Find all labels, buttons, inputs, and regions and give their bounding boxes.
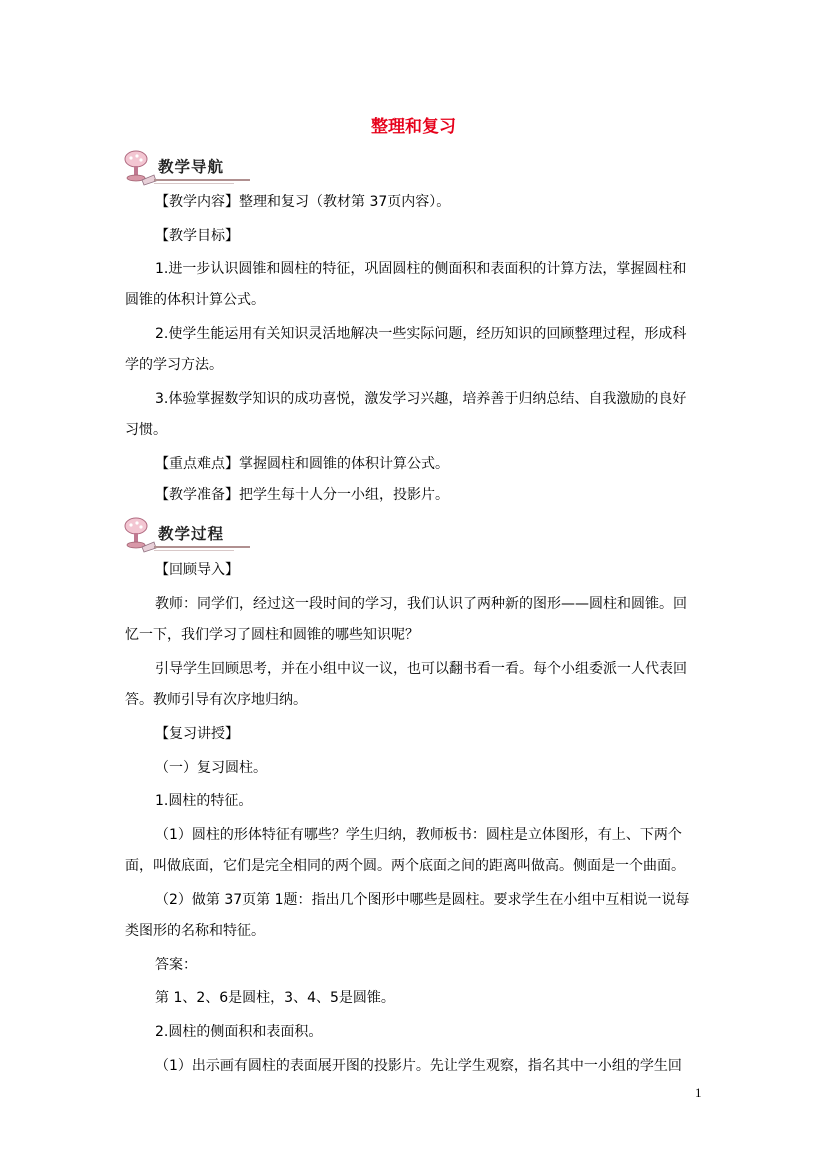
- page-number: 1: [695, 1085, 702, 1100]
- text-line: 1.进一步认识圆锥和圆柱的特征，巩固圆柱的侧面积和表面积的计算方法，掌握圆柱和: [155, 261, 687, 277]
- banner-underline-thin: [154, 183, 234, 184]
- text-line: 答案：: [155, 957, 197, 973]
- banner-label: 教学导航: [158, 158, 225, 176]
- text-line: 忆一下，我们学习了圆柱和圆锥的哪些知识呢？: [125, 627, 419, 643]
- banner-label: 教学过程: [158, 525, 225, 543]
- lamp-book-icon: [118, 515, 158, 555]
- text-line: 答。教师引导有次序地归纳。: [125, 692, 307, 708]
- text-line: （一）复习圆柱。: [155, 760, 267, 776]
- section-banner-teaching-nav: [118, 148, 252, 188]
- text-line: 习惯。: [125, 422, 167, 438]
- lamp-book-icon: [118, 148, 158, 188]
- text-line: 【教学准备】把学生每十人分一小组，投影片。: [155, 487, 449, 503]
- text-line: 面，叫做底面，它们是完全相同的两个圆。两个底面之间的距离叫做高。侧面是一个曲面。: [125, 858, 685, 874]
- text-line: 2.使学生能运用有关知识灵活地解决一些实际问题，经历知识的回顾整理过程，形成科: [155, 326, 687, 342]
- text-line: 圆锥的体积计算公式。: [125, 292, 265, 308]
- text-line: 教师：同学们，经过这一段时间的学习，我们认识了两种新的图形——圆柱和圆锥。回: [155, 596, 687, 612]
- banner-underline: [154, 546, 250, 548]
- text-line: 第 1、2、6是圆柱，3、4、5是圆锥。: [155, 990, 395, 1006]
- text-line: 3.体验掌握数学知识的成功喜悦，激发学习兴趣，培养善于归纳总结、自我激励的良好: [155, 391, 687, 407]
- text-line: 引导学生回顾思考，并在小组中议一议，也可以翻书看一看。每个小组委派一人代表回: [155, 661, 687, 677]
- banner-underline-thin: [154, 550, 234, 551]
- text-line: 【教学目标】: [155, 228, 239, 244]
- text-line: 1.圆柱的特征。: [155, 793, 253, 809]
- text-line: 【重点难点】掌握圆柱和圆锥的体积计算公式。: [155, 456, 449, 472]
- text-line: 2.圆柱的侧面积和表面积。: [155, 1024, 323, 1040]
- text-line: （2）做第 37页第 1题：指出几个图形中哪些是圆柱。要求学生在小组中互相说一说每: [155, 892, 690, 908]
- text-line: 【教学内容】整理和复习（教材第 37页内容）。: [155, 194, 451, 210]
- text-line: （1）出示画有圆柱的表面展开图的投影片。先让学生观察，指名其中一小组的学生回: [155, 1058, 682, 1074]
- text-line: （1）圆柱的形体特征有哪些？学生归纳，教师板书：圆柱是立体图形，有上、下两个: [155, 827, 682, 843]
- text-line: 学的学习方法。: [125, 357, 223, 373]
- section-banner-teaching-process: [118, 515, 252, 555]
- page-title: 整理和复习: [371, 117, 456, 137]
- text-line: 类图形的名称和特征。: [125, 923, 265, 939]
- text-line: 【回顾导入】: [155, 562, 239, 578]
- text-line: 【复习讲授】: [155, 726, 239, 742]
- banner-underline: [154, 179, 250, 181]
